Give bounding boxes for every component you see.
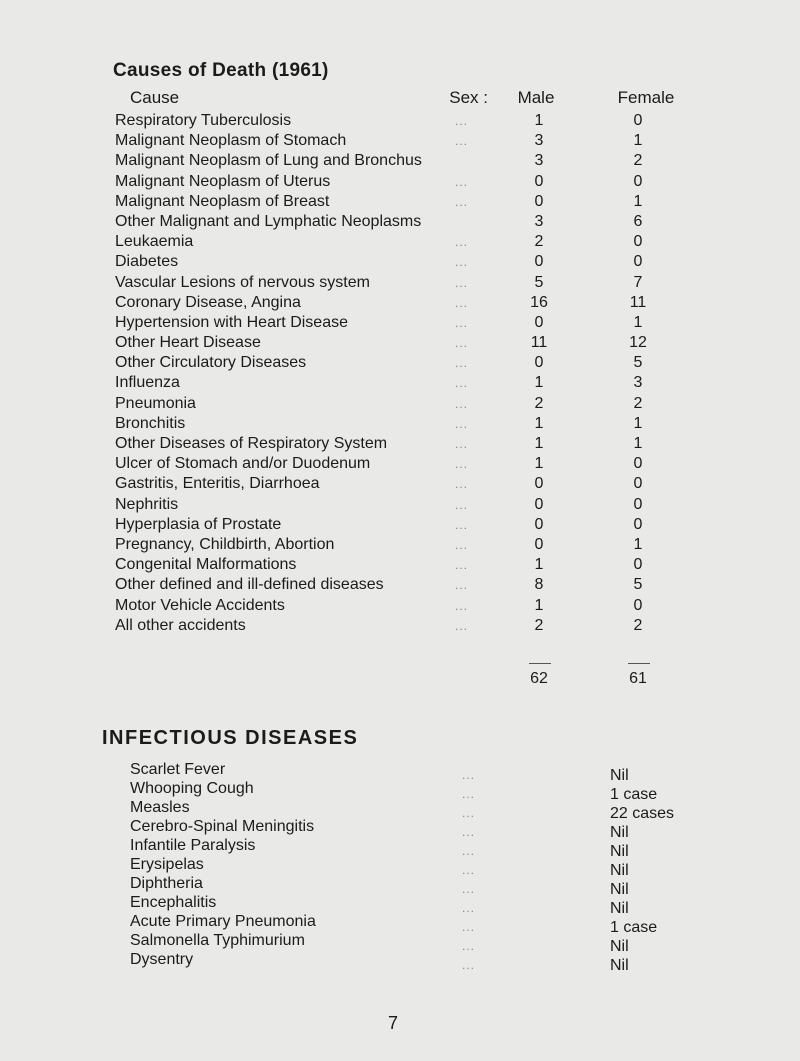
male-count: 1	[534, 455, 544, 473]
list-item	[130, 817, 730, 841]
leader-dots: ...	[462, 768, 476, 782]
disease-name: Scarlet Fever	[130, 761, 226, 778]
table-row	[0, 131, 800, 151]
header-sex: Sex :	[449, 88, 488, 107]
female-count: 5	[633, 576, 643, 594]
list-item	[130, 836, 730, 860]
male-total: 62	[530, 670, 548, 687]
female-count: 0	[633, 455, 643, 473]
list-item	[130, 874, 730, 898]
male-count: 3	[534, 212, 544, 230]
leader-dots: ...	[455, 356, 469, 371]
disease-cases: Nil	[610, 767, 629, 784]
leader-dots: ...	[455, 578, 469, 593]
table-row	[0, 414, 800, 434]
leader-dots: ...	[462, 863, 476, 877]
male-count: 0	[534, 253, 544, 271]
cause-name: Bronchitis	[115, 414, 186, 432]
male-count: 2	[534, 394, 544, 412]
leader-dots: ...	[462, 787, 476, 801]
male-count: 1	[534, 374, 544, 392]
table-row	[0, 474, 800, 494]
male-count: 1	[534, 414, 544, 432]
male-count: 0	[534, 475, 544, 493]
disease-name: Measles	[130, 799, 190, 816]
disease-name: Whooping Cough	[130, 780, 254, 797]
disease-name: Cerebro-Spinal Meningitis	[130, 818, 315, 835]
leader-dots: ...	[462, 844, 476, 858]
male-count: 2	[534, 616, 544, 634]
female-count: 0	[633, 233, 643, 251]
male-count: 1	[534, 596, 544, 614]
male-count: 0	[534, 495, 544, 513]
table-row	[0, 192, 800, 212]
list-item	[130, 950, 730, 974]
leader-dots: ...	[455, 255, 469, 270]
cause-name: Other defined and ill-defined diseases	[115, 576, 384, 594]
male-count: 2	[534, 233, 544, 251]
table-row	[0, 535, 800, 555]
list-item	[130, 779, 730, 803]
cause-name: Pneumonia	[115, 394, 196, 412]
table-row	[0, 495, 800, 515]
leader-dots: ...	[462, 939, 476, 953]
leader-dots: ...	[455, 497, 469, 512]
female-count: 1	[633, 414, 643, 432]
table-row	[0, 596, 800, 616]
female-total: 61	[629, 670, 647, 687]
female-count: 2	[633, 152, 643, 170]
cause-name: Hypertension with Heart Disease	[115, 313, 348, 331]
leader-dots: ...	[455, 134, 469, 149]
leader-dots: ...	[455, 194, 469, 209]
table-row	[0, 373, 800, 393]
table-row	[0, 273, 800, 293]
female-count: 3	[633, 374, 643, 392]
female-count: 0	[633, 556, 643, 574]
female-count: 12	[629, 334, 647, 352]
female-count: 0	[633, 495, 643, 513]
cause-name: Other Heart Disease	[115, 334, 261, 352]
disease-cases: Nil	[610, 900, 629, 917]
disease-cases: Nil	[610, 824, 629, 841]
disease-name: Dysentry	[130, 951, 194, 968]
male-count: 0	[534, 515, 544, 533]
leader-dots: ...	[455, 598, 469, 613]
disease-cases: Nil	[610, 938, 629, 955]
table-row	[0, 151, 800, 171]
leader-dots: ...	[455, 517, 469, 532]
disease-cases: 1 case	[610, 919, 658, 936]
female-count: 1	[633, 535, 643, 553]
cause-name: Leukaemia	[115, 233, 194, 251]
leader-dots: ...	[462, 882, 476, 896]
list-item	[130, 760, 730, 784]
male-count: 3	[534, 152, 544, 170]
page-title: Causes of Death (1961)	[113, 60, 329, 81]
cause-name: Pregnancy, Childbirth, Abortion	[115, 535, 335, 553]
table-row	[0, 555, 800, 575]
table-row	[0, 111, 800, 131]
cause-name: Influenza	[115, 374, 180, 392]
cause-name: Other Circulatory Diseases	[115, 354, 307, 372]
disease-name: Diphtheria	[130, 875, 203, 892]
cause-name: Respiratory Tuberculosis	[115, 112, 292, 129]
table-row	[0, 454, 800, 474]
disease-cases: Nil	[610, 957, 629, 974]
cause-name: Malignant Neoplasm of Uterus	[115, 172, 331, 190]
female-count: 1	[633, 435, 643, 452]
list-item	[130, 931, 730, 955]
header-female: Female	[617, 88, 675, 107]
female-count: 5	[633, 354, 643, 372]
cause-name: Diabetes	[115, 253, 179, 271]
female-count: 0	[633, 172, 643, 190]
female-total-rule	[628, 663, 650, 664]
disease-cases: Nil	[610, 843, 629, 860]
disease-cases: 22 cases	[610, 805, 675, 822]
leader-dots: ...	[455, 537, 469, 552]
leader-dots: ...	[462, 825, 476, 839]
male-count: 0	[534, 354, 544, 372]
list-item	[130, 912, 730, 936]
leader-dots: ...	[455, 336, 469, 351]
female-count: 6	[633, 212, 643, 230]
table-row	[0, 293, 800, 313]
leader-dots: ...	[462, 901, 476, 915]
leader-dots: ...	[462, 806, 476, 820]
disease-cases: Nil	[610, 862, 629, 879]
leader-dots: ...	[462, 920, 476, 934]
list-item	[130, 893, 730, 917]
list-item	[130, 855, 730, 879]
leader-dots: ...	[455, 457, 469, 472]
table-row	[0, 252, 800, 272]
table-row	[0, 515, 800, 535]
cause-name: Hyperplasia of Prostate	[115, 515, 282, 533]
leader-dots: ...	[455, 416, 469, 431]
leader-dots: ...	[455, 275, 469, 290]
disease-name: Acute Primary Pneumonia	[130, 913, 316, 930]
leader-dots: ...	[455, 114, 469, 128]
male-count: 1	[534, 556, 544, 574]
leader-dots: ...	[455, 437, 469, 451]
leader-dots: ...	[455, 235, 469, 250]
male-count: 5	[534, 273, 544, 291]
cause-name: Motor Vehicle Accidents	[115, 596, 285, 614]
male-count: 16	[530, 293, 548, 311]
cause-name: Other Diseases of Respiratory System	[115, 435, 388, 452]
female-count: 0	[633, 596, 643, 614]
leader-dots: ...	[455, 477, 469, 492]
disease-name: Infantile Paralysis	[130, 837, 256, 854]
cause-name: Coronary Disease, Angina	[115, 293, 301, 311]
infectious-diseases-title: INFECTIOUS DISEASES	[102, 727, 359, 749]
leader-dots: ...	[455, 315, 469, 330]
male-count: 1	[534, 112, 544, 129]
leader-dots: ...	[455, 396, 469, 411]
leader-dots: ...	[462, 958, 476, 972]
list-item	[130, 798, 730, 822]
female-count: 1	[633, 313, 643, 331]
male-total-rule	[529, 663, 551, 664]
male-count: 0	[534, 172, 544, 190]
leader-dots: ...	[455, 295, 469, 310]
male-count: 0	[534, 535, 544, 553]
female-count: 1	[633, 192, 643, 210]
causes-table	[0, 111, 800, 636]
table-row	[0, 353, 800, 373]
table-row	[0, 212, 800, 232]
male-count: 0	[534, 313, 544, 331]
cause-name: Gastritis, Enteritis, Diarrhoea	[115, 475, 320, 493]
cause-name: Nephritis	[115, 495, 179, 513]
table-row	[0, 313, 800, 333]
female-count: 1	[633, 132, 643, 150]
table-row	[0, 172, 800, 192]
cause-name: Other Malignant and Lymphatic Neoplasms	[115, 212, 422, 230]
table-row	[0, 434, 800, 454]
male-count: 3	[534, 132, 544, 150]
cause-name: Congenital Malformations	[115, 556, 297, 574]
cause-name: Vascular Lesions of nervous system	[115, 273, 370, 291]
infectious-diseases-list	[130, 760, 730, 974]
header-male: Male	[517, 88, 555, 107]
female-count: 11	[629, 293, 647, 311]
table-row	[0, 333, 800, 353]
page-number: 7	[388, 1013, 399, 1033]
male-count: 11	[530, 334, 548, 352]
table-row	[0, 616, 800, 636]
cause-name: All other accidents	[115, 616, 246, 634]
leader-dots: ...	[455, 174, 469, 189]
cause-name: Malignant Neoplasm of Stomach	[115, 132, 347, 150]
cause-name: Ulcer of Stomach and/or Duodenum	[115, 455, 371, 473]
female-count: 0	[633, 515, 643, 533]
table-row	[0, 575, 800, 595]
table-row	[0, 232, 800, 252]
female-count: 0	[633, 253, 643, 271]
female-count: 0	[633, 112, 643, 129]
female-count: 2	[633, 394, 643, 412]
leader-dots: ...	[455, 558, 469, 573]
disease-cases: 1 case	[610, 786, 658, 803]
leader-dots: ...	[455, 376, 469, 391]
male-count: 0	[534, 192, 544, 210]
cause-name: Malignant Neoplasm of Lung and Bronchus	[115, 152, 422, 170]
female-count: 0	[633, 475, 643, 493]
cause-name: Malignant Neoplasm of Breast	[115, 192, 330, 210]
disease-name: Erysipelas	[130, 856, 204, 873]
header-cause: Cause	[130, 88, 180, 107]
table-row	[0, 394, 800, 414]
male-count: 8	[534, 576, 544, 594]
disease-name: Salmonella Typhimurium	[130, 932, 305, 949]
female-count: 7	[633, 273, 643, 291]
disease-name: Encephalitis	[130, 894, 217, 911]
disease-cases: Nil	[610, 881, 629, 898]
female-count: 2	[633, 616, 643, 634]
male-count: 1	[534, 435, 544, 452]
leader-dots: ...	[455, 618, 469, 633]
